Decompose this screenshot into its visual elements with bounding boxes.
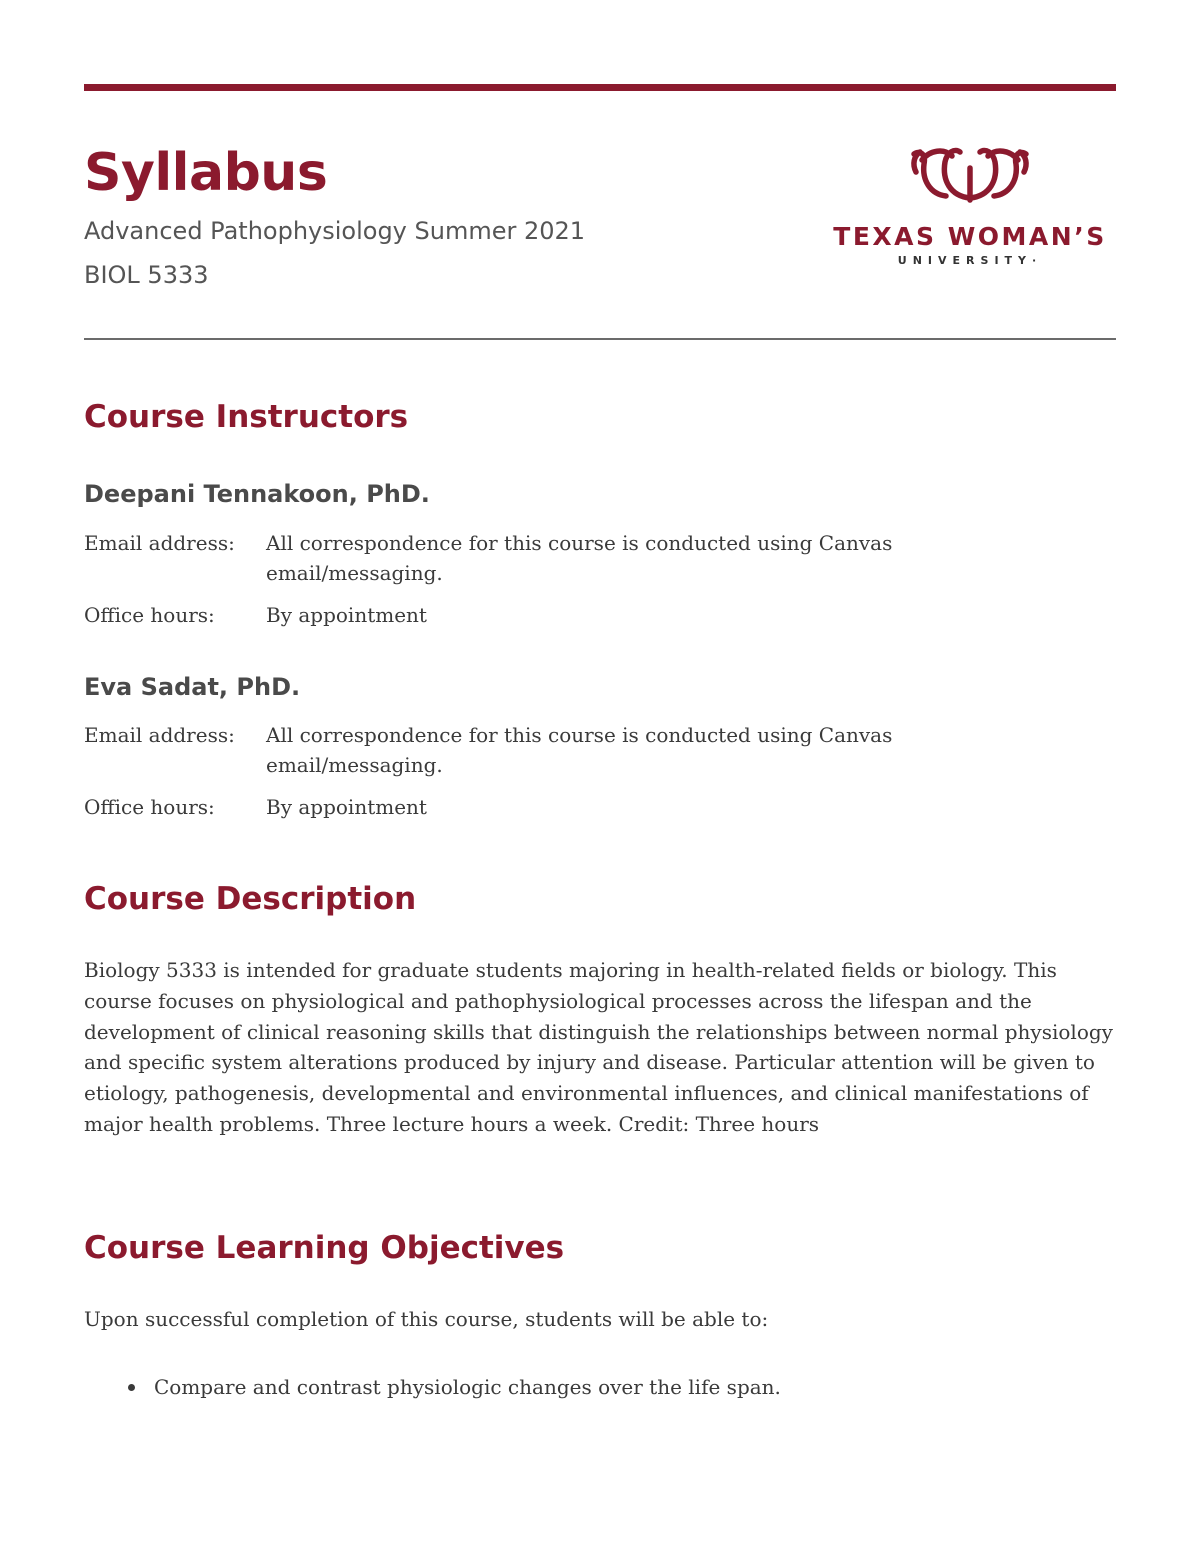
office-hours-value: By appointment <box>266 795 427 819</box>
course-code: BIOL 5333 <box>84 261 209 289</box>
twu-flower-logo-icon <box>820 140 1120 220</box>
section-heading-instructors: Course Instructors <box>84 399 409 435</box>
email-label: Email address: <box>84 723 235 747</box>
office-hours-label: Office hours: <box>84 795 215 819</box>
instructor-name: Eva Sadat, PhD. <box>84 673 301 701</box>
objectives-list <box>84 1372 1116 1402</box>
top-divider <box>84 84 1116 91</box>
section-heading-objectives: Course Learning Objectives <box>84 1230 565 1266</box>
bullet-icon <box>128 1384 135 1391</box>
list-item <box>84 1372 1116 1402</box>
logo-wordmark: TEXAS WOMAN’S <box>833 222 1107 251</box>
email-value: All correspondence for this course is conducted using Canvas email/messaging. <box>266 723 893 777</box>
logo-subtext: UNIVERSITY· <box>897 254 1043 267</box>
office-hours-label: Office hours: <box>84 603 215 627</box>
list-item-text: Compare and contrast physiologic changes over the life span. <box>154 1375 781 1399</box>
page-title: Syllabus <box>84 143 328 203</box>
objectives-intro: Upon successful completion of this course, students will be able to: <box>84 1307 769 1331</box>
section-heading-description: Course Description <box>84 881 417 917</box>
header-divider <box>84 338 1116 340</box>
instructor-name: Deepani Tennakoon, PhD. <box>84 480 430 508</box>
course-subtitle: Advanced Pathophysiology Summer 2021 <box>84 217 586 245</box>
course-description-text: Biology 5333 is intended for graduate students majoring in health-related fields or biology. This course focuses on physiological and pathophysiological processes across the lifespan and the development of clinical reasoning skills that distinguish the relationships between normal physiology and specific system alterations produced by injury and disease. Particular attention will be given to etiology, pathogenesis, developmental and environmental influences, and clinical manifestations of major health problems. Three lecture hours a week. Credit: Three hours <box>84 958 1113 1136</box>
email-label: Email address: <box>84 531 235 555</box>
university-logo <box>820 140 1120 275</box>
office-hours-value: By appointment <box>266 603 427 627</box>
email-value: All correspondence for this course is conducted using Canvas email/messaging. <box>266 531 893 585</box>
